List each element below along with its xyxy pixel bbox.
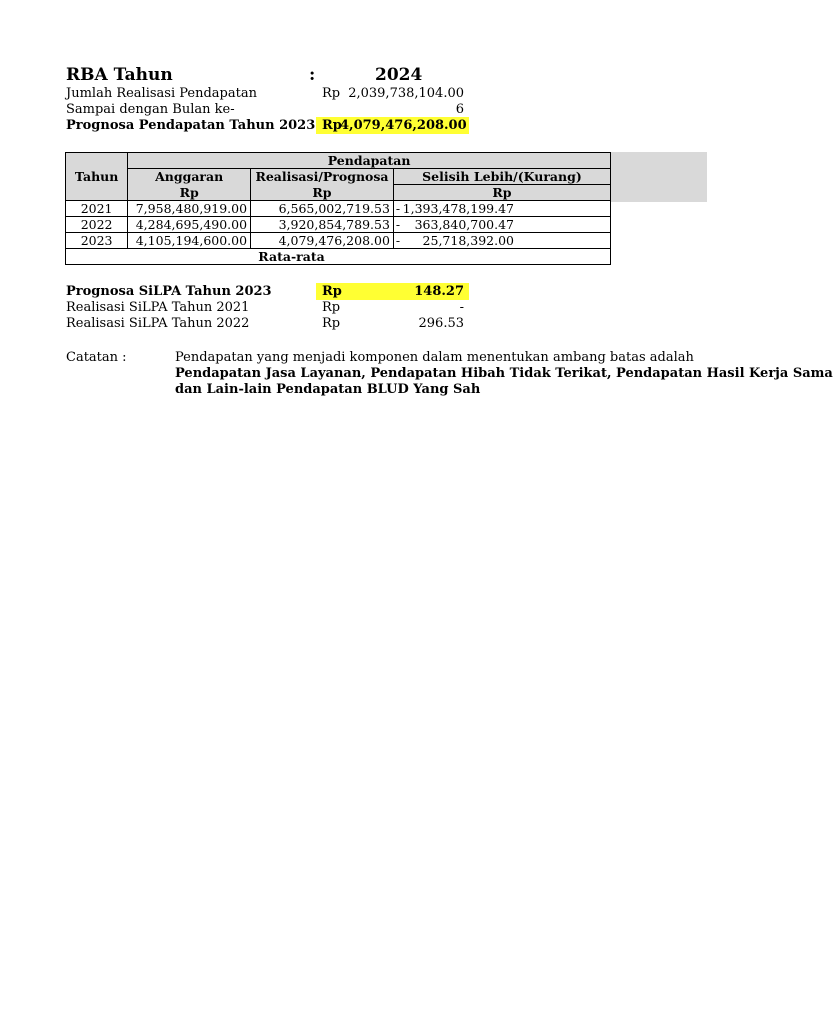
footer-rata-rata: Rata-rata (66, 249, 611, 265)
row-year: 2022 (66, 217, 128, 233)
prognosa-value: 4,079,476,208.00 (340, 118, 467, 133)
row-selisih-cell (393, 233, 610, 249)
unit-selisih: Rp (393, 185, 610, 201)
row-anggaran: 4,284,695,490.00 (128, 217, 251, 233)
row-realisasi: 3,920,854,789.53 (251, 217, 394, 233)
row-selisih: 1,393,478,199.47 (402, 201, 514, 216)
prognosa-currency: Rp (322, 118, 342, 133)
unit-anggaran: Rp (128, 185, 251, 201)
note-label: Catatan : (66, 350, 127, 365)
silpa-prognosa-value: 148.27 (414, 284, 464, 299)
note-line-1: Pendapatan yang menjadi komponen dalam menentukan ambang batas adalah (175, 350, 694, 365)
title-colon: : (309, 65, 316, 85)
row-year: 2021 (66, 201, 128, 217)
page-title: RBA Tahun (66, 65, 173, 85)
header-realisasi: Realisasi/Prognosa (251, 169, 394, 185)
silpa-prognosa-currency: Rp (322, 284, 342, 299)
row-sign: - (395, 217, 401, 232)
row-sign: - (395, 233, 401, 248)
silpa-2021-value: - (459, 300, 464, 315)
row-realisasi: 4,079,476,208.00 (251, 233, 394, 249)
bulan-label: Sampai dengan Bulan ke- (66, 102, 235, 117)
silpa-2022-label: Realisasi SiLPA Tahun 2022 (66, 316, 250, 331)
row-selisih: 25,718,392.00 (422, 233, 514, 248)
pendapatan-table (65, 152, 611, 265)
header-selisih: Selisih Lebih/(Kurang) (393, 169, 610, 185)
row-year: 2023 (66, 233, 128, 249)
row-selisih-cell (393, 217, 610, 233)
header-tahun: Tahun (66, 153, 128, 201)
prognosa-label: Prognosa Pendapatan Tahun 2023 (66, 118, 316, 133)
note-line-3: dan Lain-lain Pendapatan BLUD Yang Sah (175, 382, 481, 397)
header-anggaran: Anggaran (128, 169, 251, 185)
unit-realisasi: Rp (251, 185, 394, 201)
title-year: 2024 (375, 65, 423, 85)
row-realisasi: 6,565,002,719.53 (251, 201, 394, 217)
silpa-2021-currency: Rp (322, 300, 341, 315)
row-anggaran: 7,958,480,919.00 (128, 201, 251, 217)
header-fill-overflow (611, 152, 707, 202)
silpa-prognosa-label: Prognosa SiLPA Tahun 2023 (66, 284, 272, 299)
bulan-value: 6 (455, 102, 464, 117)
table-row (66, 233, 611, 249)
silpa-2022-currency: Rp (322, 316, 341, 331)
realisasi-value: 2,039,738,104.00 (348, 86, 464, 101)
realisasi-currency: Rp (322, 86, 341, 101)
silpa-2022-value: 296.53 (418, 316, 464, 331)
row-selisih: 363,840,700.47 (414, 217, 514, 232)
table-row (66, 217, 611, 233)
silpa-2021-label: Realisasi SiLPA Tahun 2021 (66, 300, 250, 315)
row-anggaran: 4,105,194,600.00 (128, 233, 251, 249)
header-pendapatan: Pendapatan (128, 153, 611, 169)
table-row (66, 201, 611, 217)
realisasi-label: Jumlah Realisasi Pendapatan (66, 86, 257, 101)
row-sign: - (395, 201, 401, 216)
row-selisih-cell (393, 201, 610, 217)
note-line-2: Pendapatan Jasa Layanan, Pendapatan Hibah Tidak Terikat, Pendapatan Hasil Kerja Sama (175, 366, 833, 381)
